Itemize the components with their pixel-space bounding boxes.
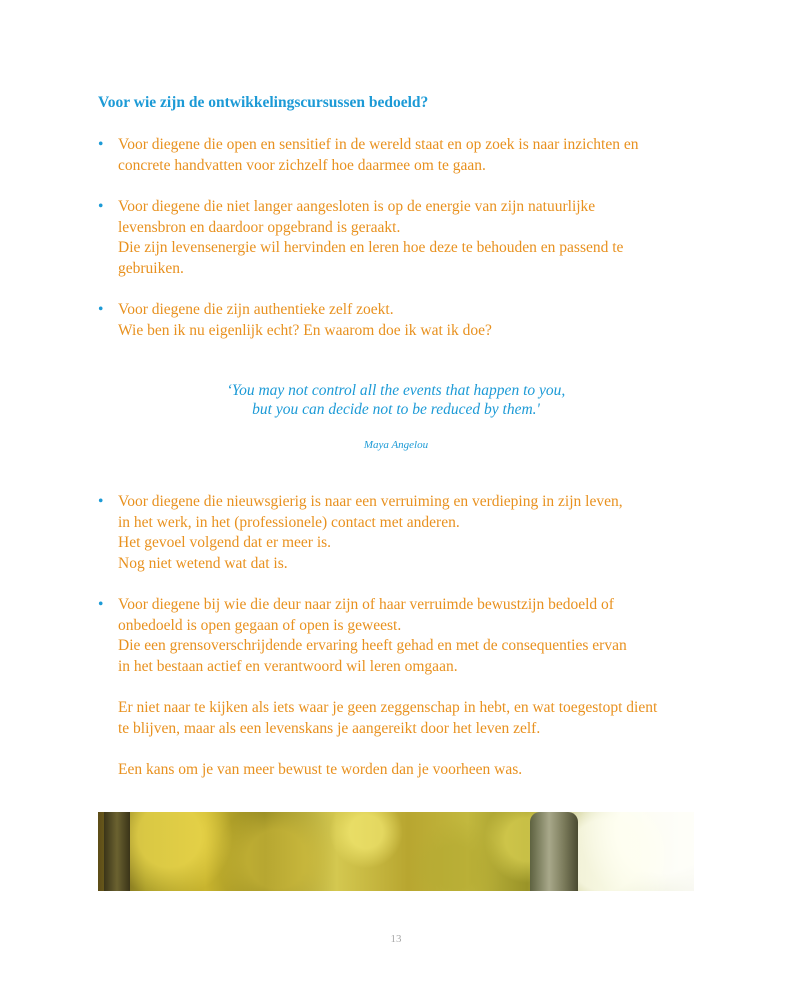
text-line: Nog niet wetend wat dat is.: [118, 554, 288, 572]
forest-canopy-photo: [98, 812, 694, 891]
text-line: in het werk, in het (professionele) contact met anderen.: [118, 513, 460, 531]
list-item: [98, 300, 708, 341]
text-line: te blijven, maar als een levenskans je aangereikt door het leven zelf.: [118, 719, 541, 737]
tree-trunk: [104, 812, 130, 891]
text-line: onbedoeld is open gegaan of open is geweest.: [118, 616, 402, 634]
text-line: levensbron en daardoor opgebrand is geraakt.: [118, 218, 401, 236]
section-heading: Voor wie zijn de ontwikkelingscursussen bedoeld?: [98, 94, 429, 111]
text-line: gebruiken.: [118, 259, 184, 277]
text-line: Die zijn levensenergie wil hervinden en leren hoe deze te behouden en passend te: [118, 239, 624, 257]
text-line: Die een grensoverschrijdende ervaring heeft gehad en met de consequenties ervan: [118, 637, 627, 655]
tree-trunk: [530, 812, 578, 891]
list-item: [98, 492, 708, 574]
bullet-dot: •: [98, 301, 104, 318]
text-line: Het gevoel volgend dat er meer is.: [118, 534, 332, 552]
list-item: [98, 197, 708, 279]
text-line: Voor diegene bij wie die deur naar zijn of haar verruimde bewustzijn bedoeld of: [118, 596, 614, 613]
text-line: Wie ben ik nu eigenlijk echt? En waarom doe ik wat ik doe?: [118, 321, 492, 339]
page-number: 13: [390, 933, 402, 945]
text-line: Voor diegene die zijn authentieke zelf zoekt.: [118, 301, 394, 318]
quote-line: but you can decide not to be reduced by them.': [252, 401, 540, 418]
bullet-dot: •: [98, 596, 104, 613]
text-line: concrete handvatten voor zichzelf hoe daarmee om te gaan.: [118, 156, 486, 174]
text-line: Voor diegene die nieuwsgierig is naar een verruiming en verdieping in zijn leven,: [118, 493, 623, 510]
text-line: Er niet naar te kijken als iets waar je geen zeggenschap in hebt, en wat toegestopt dient: [118, 698, 658, 716]
quote-line: ‘You may not control all the events that happen to you,: [226, 382, 566, 399]
bullet-dot: •: [98, 198, 104, 215]
text-line: Voor diegene die niet langer aangesloten is op de energie van zijn natuurlijke: [118, 198, 596, 215]
quote-author: Maya Angelou: [363, 439, 429, 451]
bullet-dot: •: [98, 493, 104, 510]
bullet-dot: •: [98, 136, 104, 153]
text-line: in het bestaan actief en verantwoord wil leren omgaan.: [118, 657, 458, 675]
list-item: [98, 595, 708, 780]
quote: [0, 381, 792, 419]
text-line: Een kans om je van meer bewust te worden dan je voorheen was.: [118, 760, 523, 778]
list-item: [98, 135, 708, 176]
text-line: Voor diegene die open en sensitief in de wereld staat en op zoek is naar inzichten en: [118, 136, 639, 153]
